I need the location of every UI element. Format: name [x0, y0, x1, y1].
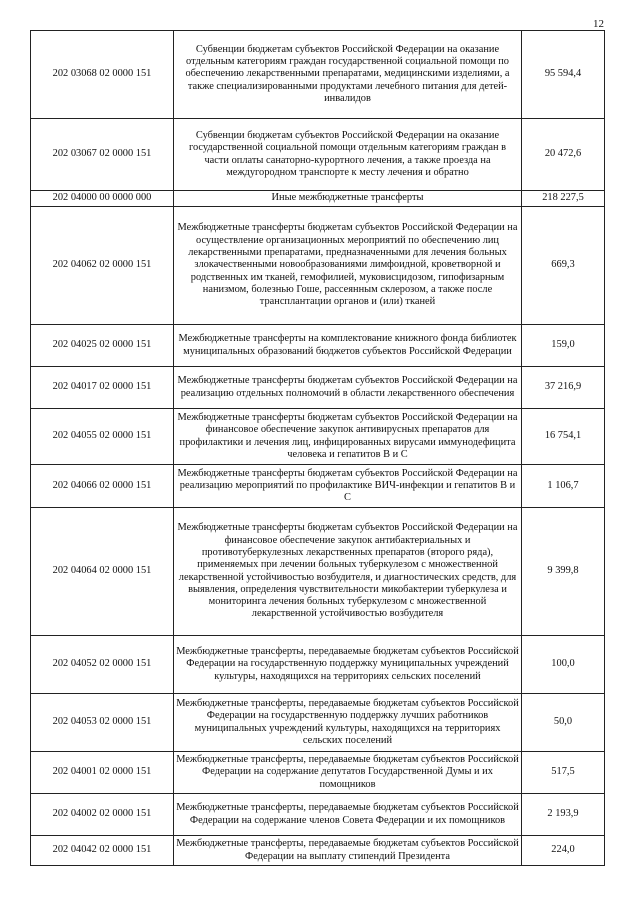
table-row [31, 367, 605, 409]
budget-code-cell: 202 04062 02 0000 151 [31, 207, 174, 325]
description-cell: Межбюджетные трансферты, передаваемые бюджетам субъектов Российской Федерации на содержание депутатов Государственной Думы и их помощников [174, 752, 522, 794]
amount-cell: 517,5 [522, 752, 605, 794]
description-cell: Субвенции бюджетам субъектов Российской Федерации на оказание отдельным категориям граждан государственной социальной помощи по обеспечению лекарственными препаратами, медицинскими изделиями, а также специализированными продуктами лечебного питания для детей-инвалидов [174, 31, 522, 119]
table-row [31, 508, 605, 636]
amount-cell: 2 193,9 [522, 794, 605, 836]
amount-cell: 95 594,4 [522, 31, 605, 119]
budget-code-cell: 202 04066 02 0000 151 [31, 465, 174, 508]
table-row [31, 325, 605, 367]
amount-cell: 37 216,9 [522, 367, 605, 409]
budget-code-cell: 202 03068 02 0000 151 [31, 31, 174, 119]
budget-code-cell: 202 03067 02 0000 151 [31, 119, 174, 191]
budget-code-cell: 202 04002 02 0000 151 [31, 794, 174, 836]
amount-cell: 100,0 [522, 636, 605, 694]
budget-code-cell: 202 04017 02 0000 151 [31, 367, 174, 409]
budget-code-cell: 202 04055 02 0000 151 [31, 409, 174, 465]
budget-code-cell: 202 04052 02 0000 151 [31, 636, 174, 694]
description-cell: Субвенции бюджетам субъектов Российской Федерации на оказание государственной социальной помощи отдельным категориям граждан в части оплаты санаторно-курортного лечения, а также проезда на междугородном транспорте к месту лечения и обратно [174, 119, 522, 191]
description-cell: Межбюджетные трансферты бюджетам субъектов Российской Федерации на осуществление организационных мероприятий по обеспечению лиц лекарственными препаратами, предназначенными для лечения больных злокачественными новообразованиями лимфоидной, кроветворной и родственных им тканей, гемофилией, муковисцидозом, гипофизарным нанизмом, болезнью Гоше, рассеянным склерозом, а также после трансплантации органов и (или) тканей [174, 207, 522, 325]
table-row [31, 409, 605, 465]
amount-cell: 218 227,5 [522, 191, 605, 207]
description-cell: Иные межбюджетные трансферты [174, 191, 522, 207]
budget-code-cell: 202 04025 02 0000 151 [31, 325, 174, 367]
amount-cell: 20 472,6 [522, 119, 605, 191]
description-cell: Межбюджетные трансферты бюджетам субъектов Российской Федерации на реализацию мероприятий по профилактике ВИЧ-инфекции и гепатитов В и С [174, 465, 522, 508]
description-cell: Межбюджетные трансферты бюджетам субъектов Российской Федерации на реализацию отдельных полномочий в области лекарственного обеспечения [174, 367, 522, 409]
amount-cell: 50,0 [522, 694, 605, 752]
budget-code-cell: 202 04064 02 0000 151 [31, 508, 174, 636]
table-row [31, 31, 605, 119]
description-cell: Межбюджетные трансферты бюджетам субъектов Российской Федерации на финансовое обеспечение закупок антибактериальных и противотуберкулезных лекарственных препаратов (второго ряда), применяемых при лечении больных туберкулезом с множественной лекарственной устойчивостью возбудителя, и диагностических средств, для выявления, определения чувствительности микобактерии туберкулеза и мониторинга лечения больных туберкулезом с множественной лекарственной устойчивостью возбудителя [174, 508, 522, 636]
table-row [31, 119, 605, 191]
amount-cell: 1 106,7 [522, 465, 605, 508]
budget-code-cell: 202 04001 02 0000 151 [31, 752, 174, 794]
table-row [31, 207, 605, 325]
amount-cell: 669,3 [522, 207, 605, 325]
description-cell: Межбюджетные трансферты, передаваемые бюджетам субъектов Российской Федерации на содержание членов Совета Федерации и их помощников [174, 794, 522, 836]
description-cell: Межбюджетные трансферты, передаваемые бюджетам субъектов Российской Федерации на выплату стипендий Президента [174, 836, 522, 866]
description-cell: Межбюджетные трансферты бюджетам субъектов Российской Федерации на финансовое обеспечение закупок антивирусных препаратов для профилактики и лечения лиц, инфицированных вирусами иммунодефицита человека и гепатитов В и С [174, 409, 522, 465]
description-cell: Межбюджетные трансферты, передаваемые бюджетам субъектов Российской Федерации на государственную поддержку лучших работников муниципальных учреждений культуры, находящихся на территориях сельских поселений [174, 694, 522, 752]
table-row [31, 794, 605, 836]
table-row [31, 836, 605, 866]
description-cell: Межбюджетные трансферты на комплектование книжного фонда библиотек муниципальных образований бюджетов субъектов Российской Федерации [174, 325, 522, 367]
amount-cell: 9 399,8 [522, 508, 605, 636]
amount-cell: 224,0 [522, 836, 605, 866]
amount-cell: 159,0 [522, 325, 605, 367]
table-row [31, 636, 605, 694]
table-row [31, 694, 605, 752]
table-row [31, 752, 605, 794]
table-row [31, 191, 605, 207]
budget-table [30, 30, 605, 866]
budget-code-cell: 202 04000 00 0000 000 [31, 191, 174, 207]
description-cell: Межбюджетные трансферты, передаваемые бюджетам субъектов Российской Федерации на государственную поддержку муниципальных учреждений культуры, находящихся на территориях сельских поселений [174, 636, 522, 694]
budget-code-cell: 202 04042 02 0000 151 [31, 836, 174, 866]
amount-cell: 16 754,1 [522, 409, 605, 465]
budget-code-cell: 202 04053 02 0000 151 [31, 694, 174, 752]
table-row [31, 465, 605, 508]
page-number: 12 [593, 18, 604, 30]
